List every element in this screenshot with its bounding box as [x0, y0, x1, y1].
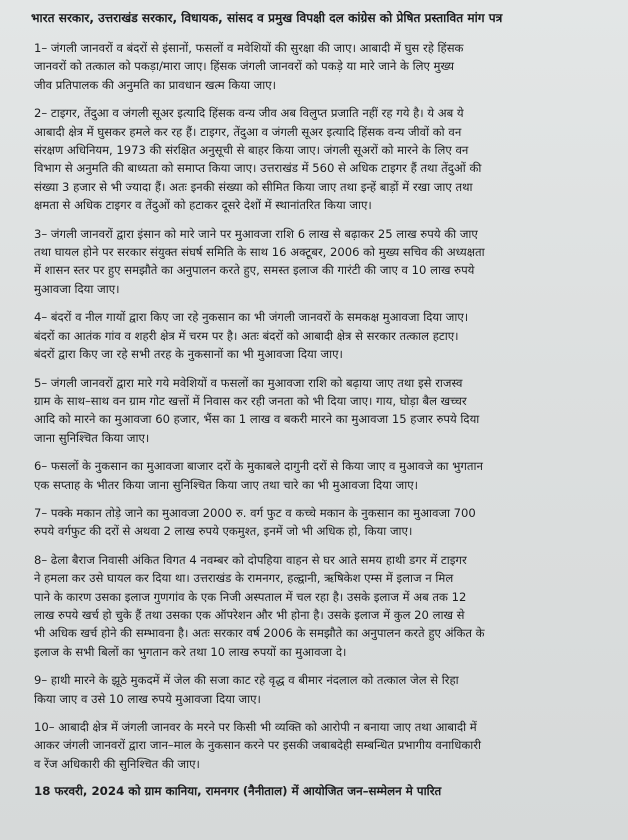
- demand-line: ग्राम के साथ–साथ वन ग्राम गोट खत्तों में निवास कर रही जनता को भी दिया जाए। गाय, घोड़ा बैल खच्चर: [34, 393, 467, 408]
- demand-line: जानवरों को तत्काल को पकड़ा/मारा जाए। हिंसक जंगली जानवरों को पकड़े या मारे जाने के लिए मुख्य: [34, 59, 454, 74]
- demands-list: [34, 39, 612, 773]
- demand-line: संरक्षण अधिनियम, 1973 की संरक्षित अनुसूची से बाहर किया जाए। जंगली सूअरों को मारने के लिए वन: [34, 143, 469, 158]
- demand-line: जीव प्रतिपालक की अनुमति का प्रावधान खत्म किया जाए।: [34, 77, 277, 92]
- document-footer: 18 फरवरी, 2024 को ग्राम कानिया, रामनगर (नैनीताल) में आयोजित जन–सम्मेलन मे पारित: [34, 784, 442, 799]
- demand-line: भी अधिक खर्च होने की सम्भावना है। अतः सरकार वर्ष 2006 के समझौते का अनुपालन करते हुए अंकित के: [34, 626, 485, 641]
- demand-line: 3– जंगली जानवरों द्वारा इंसान को मारे जाने पर मुआवजा राशि 6 लाख से बढ़ाकर 25 लाख रुपये की जाए: [34, 226, 478, 241]
- document-title: भारत सरकार, उत्तराखंड सरकार, विधायक, सांसद व प्रमुख विपक्षी दल कांग्रेस को प्रेषित प्रस्तावित मांग पत्र: [31, 11, 503, 25]
- demand-line: 8– ढेला बैराज निवासी अंकित विगत 4 नवम्बर को दोपहिया वाहन से घर आते समय हाथी डगर में टाइगर: [34, 552, 467, 567]
- demand-paragraph-1: [34, 39, 612, 94]
- demand-line: विभाग से अनुमति की बाध्यता को समाप्त किया जाए। उत्तराखंड में 560 से अधिक टाइगर हैं तथा तेंदुओं की: [34, 161, 482, 176]
- demand-paragraph-9: [34, 671, 612, 708]
- demand-line: तथा घायल होने पर सरकार संयुक्त संघर्ष समिति के साथ 16 अक्टूबर, 2006 को मुख्य सचिव की अध्यक्षता: [34, 245, 485, 260]
- demand-line: 10– आबादी क्षेत्र में जंगली जानवर के मरने पर किसी भी व्यक्ति को आरोपी न बनाया जाए तथा आबादी में: [34, 720, 477, 734]
- demand-line: 9– हाथी मारने के झूठे मुकदमें में जेल की सजा काट रहे वृद्ध व बीमार नंदलाल को तत्काल जेल से रिहा: [34, 673, 459, 688]
- demand-line: 7– पक्के मकान तोड़े जाने का मुआवजा 2000 रु. वर्ग फुट व कच्चे मकान के नुकसान का मुआवजा 700: [34, 505, 476, 520]
- demand-line: एक सप्ताह के भीतर किया जाना सुनिश्चित किया जाए तथा चारे का भी मुआवजा दिया जाए।: [34, 477, 418, 492]
- demand-paragraph-7: [34, 504, 612, 541]
- demand-line: इलाज के सभी बिलों का भुगतान करे तथा 10 लाख रुपयों का मुआवजा दे।: [34, 644, 347, 659]
- demand-line: लाख रुपये खर्च हो चुके हैं तथा उसका एक ऑपरेशन और भी होना है। उसके इलाज में कुल 20 लाख से: [34, 607, 465, 622]
- demand-line: आबादी क्षेत्र में घुसकर हमले कर रह हैं। टाइगर, तेंदुआ व जंगली सूअर इत्यादि हिंसक वन्य जीवों को वन: [34, 124, 462, 139]
- demand-line: रुपये वर्गफुट की दरों से अथवा 2 लाख रुपये एकमुश्त, इनमें जो भी अधिक हो, किया जाए।: [34, 524, 413, 539]
- demand-line: में शासन स्तर पर हुए समझौते का अनुपालन करते हुए, समस्त इलाज की गारंटी की जाए व 10 लाख रुपये: [34, 263, 475, 278]
- demand-line: 4– बंदरों व नील गायों द्वारा किए जा रहे नुकसान का भी जंगली जानवरों के समकक्ष मुआवजा दिया जाए।: [34, 310, 469, 325]
- demand-line: 6– फसलों के नुकसान का मुआवजा बाजार दरों के मुकाबले दागुनी दरों से किया जाए व मुआवजे का भुगतान: [34, 459, 483, 474]
- demand-paragraph-8: [34, 551, 612, 661]
- demand-line: बंदरों का आतंक गांव व शहरी क्षेत्र में चरम पर है। अतः बंदरों को आबादी क्षेत्र से सरकार तत्काल हटाए।: [34, 328, 459, 343]
- demand-paragraph-3: [34, 225, 612, 299]
- demand-line: किया जाए व उसे 10 लाख रुपये मुआवजा दिया जाए।: [34, 691, 261, 706]
- demand-line: 1– जंगली जानवरों व बंदरों से इंसानों, फसलों व मवेशियों की सुरक्षा की जाए। आबादी में घुस रहे हिंसक: [34, 41, 464, 55]
- demand-line: संख्या 3 हजार से भी ज्यादा हैं। अतः इनकी संख्या को सीमित किया जाए तथा इन्हें बाड़ों में रखा जाए तथा: [34, 179, 473, 194]
- demand-paragraph-6: [34, 457, 612, 494]
- demand-line: आदि को मारने का मुआवजा 60 हजार, भैंस का 1 लाख व बकरी मारने का मुआवजा 15 हजार रुपये दिया: [34, 412, 480, 427]
- demand-line: 5– जंगली जानवरों द्वारा मारे गये मवेशियों व फसलों का मुआवजा राशि को बढ़ाया जाए तथा इसे राजस्व: [34, 375, 463, 390]
- demand-paragraph-2: [34, 104, 612, 214]
- demand-line: मुआवजा दिया जाए।: [34, 281, 120, 296]
- demand-line: ने हमला कर उसे घायल कर दिया था। उत्तराखंड के रामनगर, हल्द्वानी, ऋषिकेश एम्स में इलाज न मिल: [34, 571, 454, 586]
- demand-line: पाने के कारण उसका इलाज गुणगांव के एक निजी अस्पताल में चल रहा है। उसके इलाज में अब तक 12: [34, 589, 467, 604]
- demand-line: बंदरों द्वारा किए जा रहे सभी तरह के नुकसानों का भी मुआवजा दिया जाए।: [34, 347, 343, 362]
- demand-line: जाना सुनिश्चित किया जाए।: [34, 430, 150, 445]
- demand-line: आकर जंगली जानवरों द्वारा जान–माल के नुकसान करने पर इसकी जबाबदेही सम्बन्धित प्रभागीय वनाधिकारी: [34, 738, 482, 753]
- demand-paragraph-4: [34, 308, 612, 363]
- demand-paragraph-5: [34, 374, 612, 448]
- demand-paragraph-10: [34, 718, 612, 773]
- demand-line: व रेंज अधिकारी की सुनिश्चित की जाए।: [34, 756, 200, 771]
- demand-line: 2– टाइगर, तेंदुआ व जंगली सूअर इत्यादि हिंसक वन्य जीव अब विलुप्त प्रजाति नहीं रह गये है। ये अब ये: [34, 106, 464, 121]
- demand-line: क्षमता से अधिक टाइगर व तेंदुओं को हटाकर दूसरे देशों में स्थानांतरित किया जाए।: [34, 198, 372, 213]
